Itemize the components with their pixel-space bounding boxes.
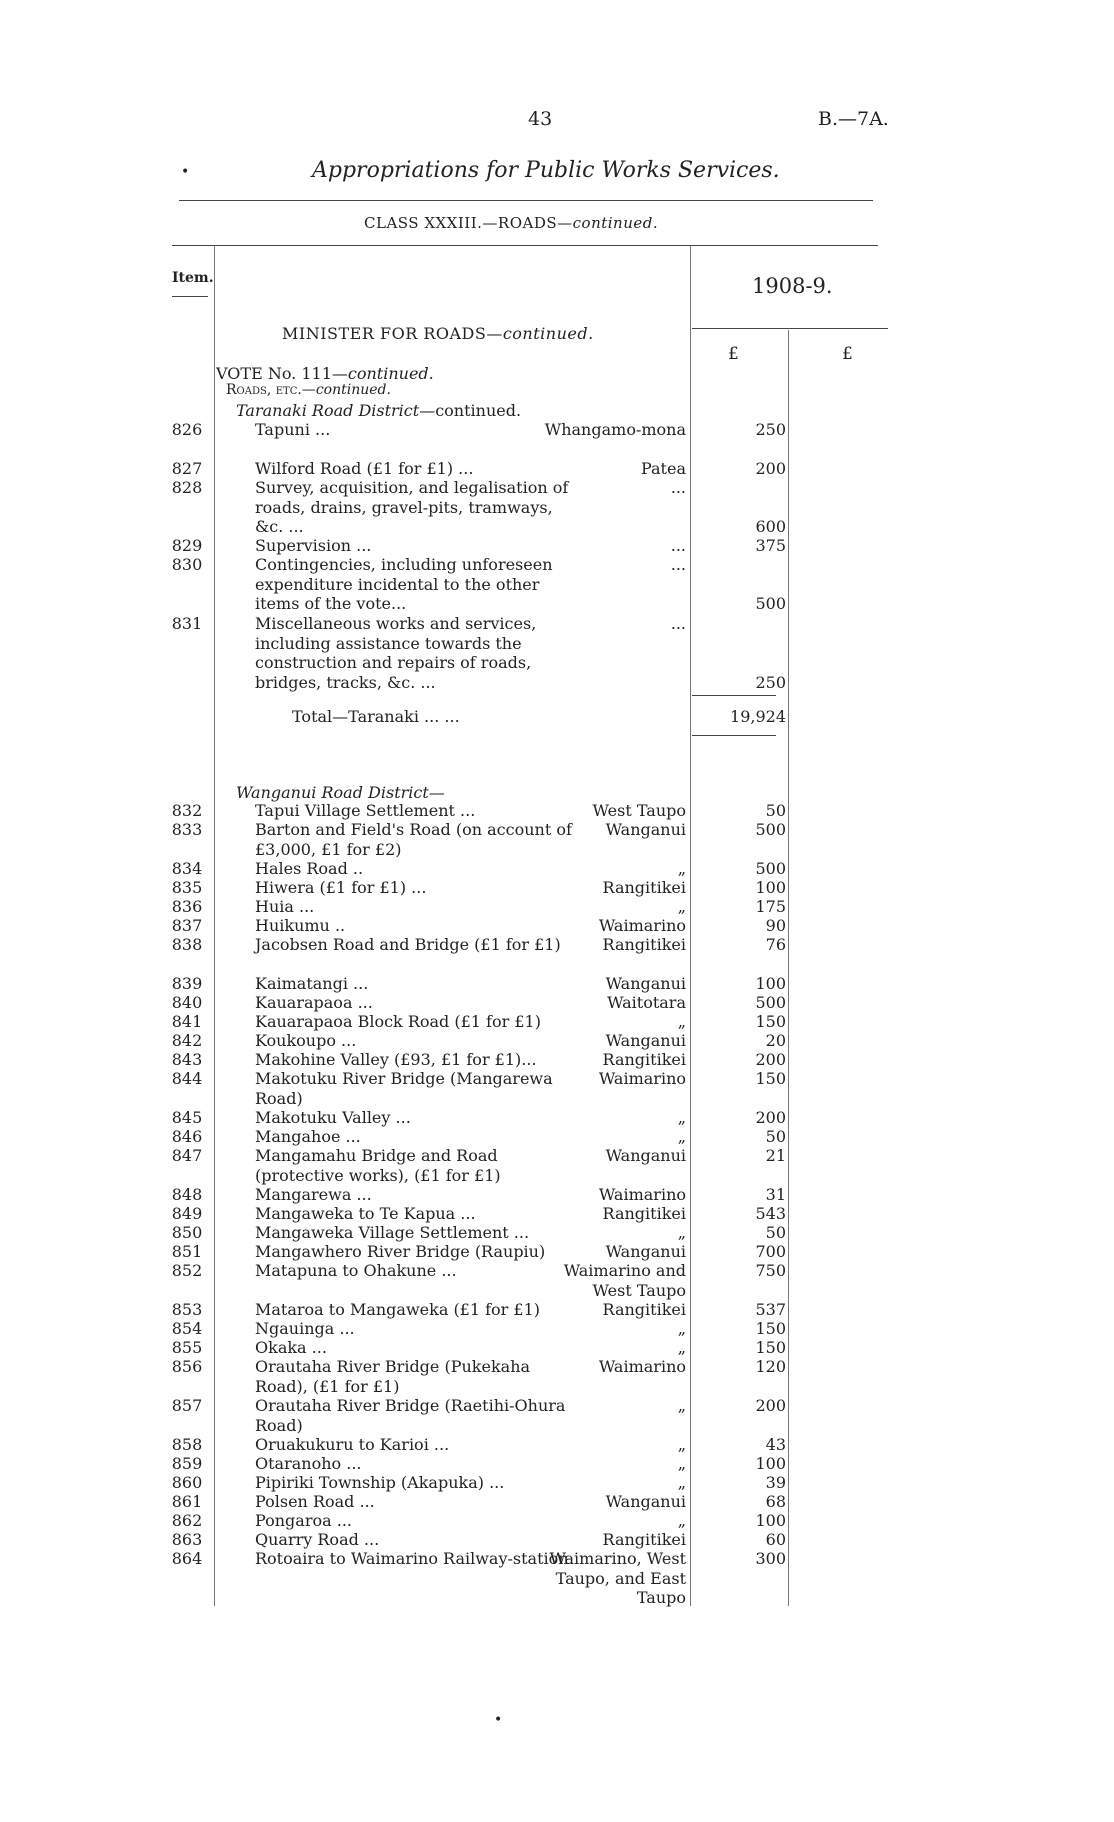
- column-divider-item: [214, 246, 215, 1606]
- item-name: Tapuni ...: [255, 420, 331, 439]
- item-district: Wanganui: [605, 820, 686, 839]
- item-number: 845: [171, 1108, 203, 1127]
- item-amount: 543: [755, 1204, 786, 1223]
- item-name: Tapui Village Settlement ...: [255, 801, 476, 820]
- item-number: 848: [171, 1185, 203, 1204]
- item-district: Waimarino: [598, 1357, 686, 1376]
- item-number: 843: [171, 1050, 203, 1069]
- item-name: Mangawhero River Bridge (Raupiu): [255, 1242, 546, 1261]
- item-number: 828: [171, 478, 203, 497]
- total-rule-top: [692, 695, 776, 696]
- item-name: Pipiriki Township (Akapuka) ...: [255, 1473, 505, 1492]
- item-amount: 250: [755, 673, 786, 692]
- item-district: Waimarino: [598, 916, 686, 935]
- item-name: Makotuku River Bridge (Mangarewa Road): [255, 1069, 553, 1108]
- rule-class: [172, 245, 878, 246]
- item-amount: 76: [765, 935, 786, 954]
- item-district: Rangitikei: [602, 878, 686, 897]
- item-name: Mangahoe ...: [255, 1127, 361, 1146]
- item-amount: 200: [755, 1050, 786, 1069]
- rule-top: [179, 200, 873, 201]
- total-rule-bottom: [692, 735, 776, 736]
- item-amount: 500: [755, 859, 786, 878]
- item-number: 851: [171, 1242, 203, 1261]
- item-name: Mangaweka to Te Kapua ...: [255, 1204, 476, 1223]
- item-number: 836: [171, 897, 203, 916]
- item-name: Kauarapaoa Block Road (£1 for £1): [255, 1012, 541, 1031]
- item-name: Kaimatangi ...: [255, 974, 369, 993]
- page-number: 43: [528, 108, 553, 130]
- item-district: Wanganui: [605, 974, 686, 993]
- item-name: Pongaroa ...: [255, 1511, 352, 1530]
- item-number: 827: [171, 459, 203, 478]
- item-name: Koukoupo ...: [255, 1031, 357, 1050]
- item-district: Waimarino and West Taupo: [563, 1261, 686, 1300]
- currency-header-2: £: [842, 344, 853, 364]
- year-header-rule: [692, 328, 888, 329]
- item-name: Hales Road ..: [255, 859, 364, 878]
- item-amount: 21: [765, 1146, 786, 1165]
- currency-header-1: £: [728, 344, 739, 364]
- item-district: „: [677, 1127, 686, 1146]
- item-number: 834: [171, 859, 203, 878]
- item-amount: 68: [765, 1492, 786, 1511]
- item-district: Waimarino: [598, 1185, 686, 1204]
- item-number: 841: [171, 1012, 203, 1031]
- item-amount: 500: [755, 993, 786, 1012]
- item-column-header: Item.: [172, 270, 214, 286]
- item-name: Orautaha River Bridge (Pukekaha Road), (£1 for £1): [255, 1357, 531, 1396]
- item-name: Oruakukuru to Karioi ...: [255, 1435, 450, 1454]
- minister-heading: MINISTER FOR ROADS—continued.: [282, 324, 594, 343]
- item-number: 826: [171, 420, 203, 439]
- vote-heading: VOTE No. 111—continued.: [216, 364, 434, 383]
- item-name: Mangaweka Village Settlement ...: [255, 1223, 530, 1242]
- item-name: Supervision ...: [255, 536, 372, 555]
- item-amount: 250: [755, 420, 786, 439]
- wanganui-heading: Wanganui Road District—: [236, 783, 445, 802]
- item-number: 840: [171, 993, 203, 1012]
- item-amount: 150: [755, 1012, 786, 1031]
- item-number: 859: [171, 1454, 203, 1473]
- item-name: Survey, acquisition, and legalisation of roads, drains, gravel-pits, tramways, &c. ...: [255, 478, 569, 537]
- item-amount: 200: [755, 459, 786, 478]
- roads-etc-heading: Roads, etc.—continued.: [226, 382, 391, 398]
- item-district: Rangitikei: [602, 1300, 686, 1319]
- item-district: „: [677, 1473, 686, 1492]
- item-amount: 39: [765, 1473, 786, 1492]
- item-number: 861: [171, 1492, 203, 1511]
- taranaki-total-label: Total—Taranaki ... ...: [292, 707, 460, 726]
- item-number: 842: [171, 1031, 203, 1050]
- item-name: Mangamahu Bridge and Road (protective works), (£1 for £1): [255, 1146, 501, 1185]
- item-amount: 750: [755, 1261, 786, 1280]
- item-district: Waimarino, West Taupo, and East Taupo: [549, 1549, 686, 1608]
- class-heading: CLASS XXXIII.—ROADS—continued.: [364, 214, 659, 232]
- item-name: Wilford Road (£1 for £1) ...: [255, 459, 474, 478]
- item-amount: 20: [765, 1031, 786, 1050]
- item-name: Barton and Field's Road (on account of £3,000, £1 for £2): [255, 820, 572, 859]
- item-header-underline: [172, 296, 208, 297]
- item-district: Wanganui: [605, 1242, 686, 1261]
- item-district: „: [677, 1108, 686, 1127]
- item-amount: 90: [765, 916, 786, 935]
- item-amount: 200: [755, 1396, 786, 1415]
- item-name: Mataroa to Mangaweka (£1 for £1): [255, 1300, 541, 1319]
- item-name: Huia ...: [255, 897, 315, 916]
- item-name: Hiwera (£1 for £1) ...: [255, 878, 427, 897]
- item-district: Wanganui: [605, 1146, 686, 1165]
- item-name: Contingencies, including unforeseen expenditure incidental to the other items of the vote...: [255, 555, 553, 614]
- item-district: Waimarino: [598, 1069, 686, 1088]
- page-title: Appropriations for Public Works Services.: [312, 158, 780, 183]
- item-district: ...: [670, 555, 686, 574]
- item-number: 832: [171, 801, 203, 820]
- item-number: 844: [171, 1069, 203, 1088]
- item-amount: 50: [765, 1127, 786, 1146]
- item-amount: 31: [765, 1185, 786, 1204]
- item-district: Rangitikei: [602, 1530, 686, 1549]
- item-name: Ngauinga ...: [255, 1319, 355, 1338]
- item-amount: 100: [755, 1454, 786, 1473]
- item-number: 863: [171, 1530, 203, 1549]
- item-number: 856: [171, 1357, 203, 1376]
- item-number: 864: [171, 1549, 203, 1568]
- item-amount: 60: [765, 1530, 786, 1549]
- taranaki-total-amount: 19,924: [730, 707, 786, 726]
- item-number: 839: [171, 974, 203, 993]
- item-district: Rangitikei: [602, 1050, 686, 1069]
- item-amount: 43: [765, 1435, 786, 1454]
- item-district: Waitotara: [607, 993, 686, 1012]
- item-name: Kauarapaoa ...: [255, 993, 373, 1012]
- item-name: Mangarewa ...: [255, 1185, 372, 1204]
- item-name: Polsen Road ...: [255, 1492, 375, 1511]
- item-name: Jacobsen Road and Bridge (£1 for £1): [255, 935, 561, 954]
- document-reference: B.—7A.: [818, 108, 889, 130]
- item-amount: 700: [755, 1242, 786, 1261]
- item-number: 855: [171, 1338, 203, 1357]
- item-district: „: [677, 1223, 686, 1242]
- item-number: 858: [171, 1435, 203, 1454]
- column-divider-amount: [788, 330, 789, 1606]
- item-name: Otaranoho ...: [255, 1454, 362, 1473]
- item-district: ...: [670, 536, 686, 555]
- item-name: Makotuku Valley ...: [255, 1108, 411, 1127]
- item-number: 849: [171, 1204, 203, 1223]
- item-district: West Taupo: [592, 801, 686, 820]
- item-amount: 150: [755, 1069, 786, 1088]
- item-amount: 500: [755, 594, 786, 613]
- column-divider-district: [690, 246, 691, 1606]
- item-district: Rangitikei: [602, 935, 686, 954]
- item-number: 862: [171, 1511, 203, 1530]
- item-amount: 150: [755, 1338, 786, 1357]
- footer-bullet-mark: •: [494, 1712, 503, 1728]
- item-amount: 100: [755, 878, 786, 897]
- item-district: ...: [670, 478, 686, 497]
- item-district: Whangamo-mona: [544, 420, 686, 439]
- item-amount: 600: [755, 517, 786, 536]
- item-number: 829: [171, 536, 203, 555]
- item-amount: 500: [755, 820, 786, 839]
- item-number: 850: [171, 1223, 203, 1242]
- item-amount: 50: [765, 1223, 786, 1242]
- item-district: „: [677, 1454, 686, 1473]
- item-number: 847: [171, 1146, 203, 1165]
- item-district: „: [677, 1435, 686, 1454]
- item-number: 854: [171, 1319, 203, 1338]
- item-name: Miscellaneous works and services, including assistance towards the construction and repairs of roads, bridges, tracks, &c. ...: [255, 614, 537, 692]
- item-amount: 537: [755, 1300, 786, 1319]
- item-amount: 300: [755, 1549, 786, 1568]
- item-district: Wanganui: [605, 1031, 686, 1050]
- item-name: Matapuna to Ohakune ...: [255, 1261, 457, 1280]
- item-amount: 375: [755, 536, 786, 555]
- item-district: ...: [670, 614, 686, 633]
- item-number: 860: [171, 1473, 203, 1492]
- item-district: „: [677, 1511, 686, 1530]
- item-district: „: [677, 897, 686, 916]
- item-amount: 100: [755, 1511, 786, 1530]
- item-district: Wanganui: [605, 1492, 686, 1511]
- item-number: 837: [171, 916, 203, 935]
- item-amount: 100: [755, 974, 786, 993]
- item-name: Rotoaira to Waimarino Railway-station: [255, 1549, 569, 1568]
- item-district: „: [677, 1012, 686, 1031]
- taranaki-heading: Taranaki Road District—continued.: [236, 401, 522, 420]
- item-name: Okaka ...: [255, 1338, 327, 1357]
- item-number: 857: [171, 1396, 203, 1415]
- item-name: Quarry Road ...: [255, 1530, 380, 1549]
- item-number: 831: [171, 614, 203, 633]
- item-district: Patea: [640, 459, 686, 478]
- item-number: 838: [171, 935, 203, 954]
- item-number: 835: [171, 878, 203, 897]
- item-number: 852: [171, 1261, 203, 1280]
- item-number: 853: [171, 1300, 203, 1319]
- item-district: Rangitikei: [602, 1204, 686, 1223]
- item-district: „: [677, 1396, 686, 1415]
- item-name: Orautaha River Bridge (Raetihi-Ohura Road): [255, 1396, 566, 1435]
- item-amount: 120: [755, 1357, 786, 1376]
- item-number: 830: [171, 555, 203, 574]
- item-name: Huikumu ..: [255, 916, 346, 935]
- item-amount: 175: [755, 897, 786, 916]
- item-number: 833: [171, 820, 203, 839]
- bullet-mark: •: [181, 164, 190, 180]
- item-district: „: [677, 1338, 686, 1357]
- item-district: „: [677, 1319, 686, 1338]
- item-amount: 150: [755, 1319, 786, 1338]
- year-header: 1908-9.: [752, 274, 833, 298]
- item-amount: 200: [755, 1108, 786, 1127]
- item-district: „: [677, 859, 686, 878]
- item-amount: 50: [765, 801, 786, 820]
- item-name: Makohine Valley (£93, £1 for £1)...: [255, 1050, 537, 1069]
- item-number: 846: [171, 1127, 203, 1146]
